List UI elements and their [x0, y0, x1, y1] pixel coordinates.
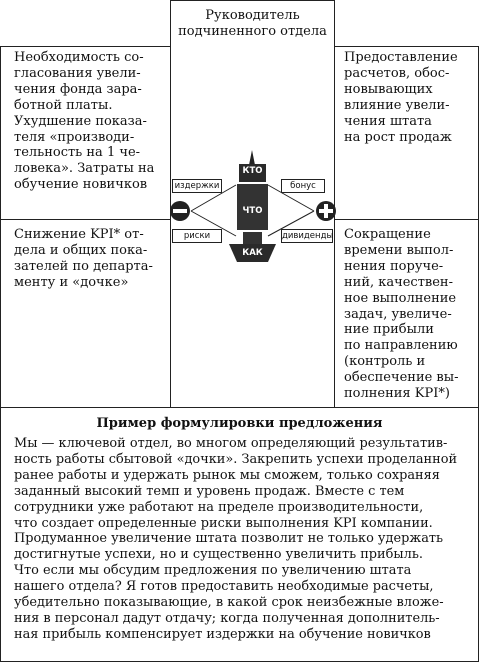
- bonus-label: бонус: [281, 179, 325, 193]
- what-label: ЧТО: [242, 206, 263, 216]
- top-right-text: Предоставление расчетов, обос- новывающих влияние увели- чения штата на рост продаж: [344, 50, 458, 145]
- bottom-left-text: Снижение KPI* от- дела и общих пока- зателей по департа- менту и «дочке»: [14, 227, 153, 290]
- top-box-label: Руководитель подчиненного отдела: [178, 8, 327, 39]
- example-paragraph: Мы — ключевой отдел, во многом определяющий результатив- ность работы сбытовой «дочки». Закрепить успехи проделанной ранее работы и удержать рынок мы сможем, только сохраняя заданный высокий темп и уровень продаж. Вместе с тем сотрудники уже работают на пределе производительности, что создает определенные риски выполнения KPI компании. Продуманное увеличение штата позволит не только удержать достигнутые успехи, но и существенно увеличить прибыль. Что если мы обсудим предложения по увеличению штата нашего отдела? Я готов предоставить необходимые расчеты, убедительно показывающие, в какой срок неизбежные вложе- ния в персонал дадут отдачу; когда полученная дополнитель- ная прибыль компенсирует издержки на обучение новичков: [14, 436, 458, 642]
- top-left-text: Необходимость со- гласования увели- чения фонда зара- ботной платы. Ухудшение показа- теля «производи- тельность на 1 че- ловека». Затраты на обучение новичков: [14, 50, 155, 193]
- spire-icon: [249, 150, 255, 165]
- dividends-label: дивиденды: [282, 231, 334, 241]
- example-title: Пример формулировки предложения: [96, 416, 383, 431]
- costs-label: издержки: [172, 179, 222, 193]
- who-label: КТО: [242, 166, 263, 176]
- minus-circle-icon: [170, 201, 190, 221]
- plus-circle-icon: [316, 201, 336, 221]
- bottom-right-text: Сокращение времени выпол- нения поруче- ний, качествен- ное выполнение задач, увеличе- ние прибыли по направлению (контроль и обеспечение вы- полнения KPI*): [344, 227, 459, 402]
- risks-label: риски: [172, 229, 222, 243]
- how-label: КАК: [242, 248, 263, 258]
